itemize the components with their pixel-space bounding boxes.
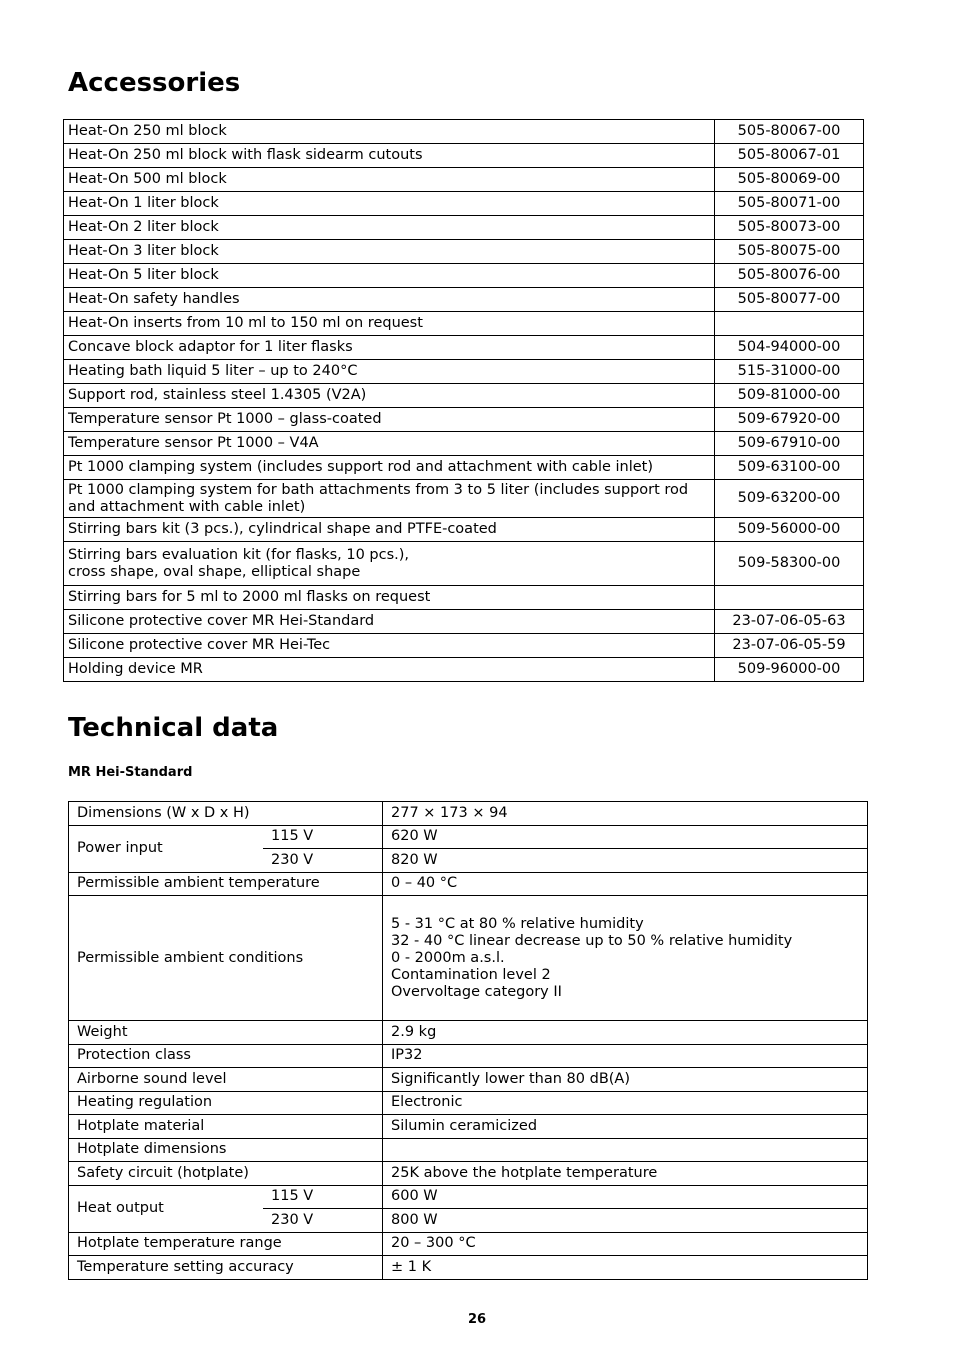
accessory-name: Heat-On safety handles (64, 288, 715, 312)
spec-label: Permissible ambient temperature (69, 872, 383, 896)
spec-voltage: 115 V (263, 825, 383, 849)
accessory-name: Heat-On 5 liter block (64, 264, 715, 288)
accessory-code: 515-31000-00 (715, 360, 864, 384)
table-row (69, 1185, 868, 1209)
table-row (64, 216, 864, 240)
accessory-code: 509-67920-00 (715, 408, 864, 432)
spec-label: Heating regulation (69, 1091, 383, 1115)
accessory-code (715, 586, 864, 610)
table-row (64, 518, 864, 542)
accessory-name: Concave block adaptor for 1 liter flasks (64, 336, 715, 360)
table-row (64, 192, 864, 216)
spec-label: Safety circuit (hotplate) (69, 1162, 383, 1186)
spec-label: Power input (69, 825, 264, 872)
accessories-table (63, 119, 864, 682)
spec-label: Airborne sound level (69, 1068, 383, 1092)
condition-line: 5 - 31 °C at 80 % relative humidity (391, 915, 644, 932)
table-row (64, 658, 864, 682)
spec-label: Heat output (69, 1185, 264, 1232)
condition-line: Overvoltage category II (391, 983, 562, 1000)
table-row (64, 384, 864, 408)
table-row (64, 360, 864, 384)
accessory-name: Heat-On 250 ml block with flask sidearm cutouts (64, 144, 715, 168)
table-row (69, 1044, 868, 1068)
table-row (69, 825, 868, 849)
accessory-code: 23-07-06-05-63 (715, 610, 864, 634)
model-name: MR Hei-Standard (68, 765, 193, 780)
spec-label: Hotplate material (69, 1115, 383, 1139)
table-row (64, 312, 864, 336)
accessories-heading: Accessories (68, 68, 241, 98)
spec-value (383, 896, 868, 1021)
spec-value: Significantly lower than 80 dB(A) (383, 1068, 868, 1092)
table-row (64, 120, 864, 144)
accessory-name: Support rod, stainless steel 1.4305 (V2A) (64, 384, 715, 408)
table-row (64, 586, 864, 610)
spec-voltage: 115 V (263, 1185, 383, 1209)
table-row (64, 288, 864, 312)
table-row (69, 1162, 868, 1186)
table-row (69, 802, 868, 826)
spec-value: 20 – 300 °C (383, 1232, 868, 1256)
accessory-name: Heat-On 3 liter block (64, 240, 715, 264)
table-row (64, 336, 864, 360)
spec-label: Permissible ambient conditions (69, 896, 383, 1021)
accessory-code: 509-67910-00 (715, 432, 864, 456)
table-row (64, 168, 864, 192)
table-row (69, 1021, 868, 1045)
accessory-code (715, 312, 864, 336)
accessory-name: Stirring bars kit (3 pcs.), cylindrical shape and PTFE-coated (64, 518, 715, 542)
spec-value: Electronic (383, 1091, 868, 1115)
spec-label: Dimensions (W x D x H) (69, 802, 383, 826)
spec-value: 820 W (383, 849, 868, 873)
table-row (69, 896, 868, 1021)
accessory-name: Stirring bars for 5 ml to 2000 ml flasks on request (64, 586, 715, 610)
accessory-code: 504-94000-00 (715, 336, 864, 360)
table-row (69, 1068, 868, 1092)
technical-data-heading: Technical data (68, 713, 279, 743)
table-row (64, 432, 864, 456)
table-row (64, 240, 864, 264)
accessory-name: Heat-On 1 liter block (64, 192, 715, 216)
spec-value: 0 – 40 °C (383, 872, 868, 896)
accessory-code: 505-80077-00 (715, 288, 864, 312)
table-row (64, 408, 864, 432)
spec-value: 600 W (383, 1185, 868, 1209)
accessory-code: 505-80069-00 (715, 168, 864, 192)
accessory-name: Pt 1000 clamping system for bath attachments from 3 to 5 liter (includes support rod and attachment with cable inlet) (64, 480, 715, 518)
accessory-code: 509-63100-00 (715, 456, 864, 480)
spec-value (383, 1138, 868, 1162)
accessory-name: Pt 1000 clamping system (includes support rod and attachment with cable inlet) (64, 456, 715, 480)
accessory-name: Stirring bars evaluation kit (for flasks, 10 pcs.), cross shape, oval shape, elliptical shape (64, 542, 715, 586)
table-row (69, 872, 868, 896)
accessory-code: 23-07-06-05-59 (715, 634, 864, 658)
accessory-name: Silicone protective cover MR Hei-Tec (64, 634, 715, 658)
spec-voltage: 230 V (263, 849, 383, 873)
spec-label: Weight (69, 1021, 383, 1045)
table-row (64, 610, 864, 634)
accessory-code: 509-96000-00 (715, 658, 864, 682)
spec-label: Hotplate temperature range (69, 1232, 383, 1256)
table-row (64, 264, 864, 288)
spec-value: 277 × 173 × 94 (383, 802, 868, 826)
accessory-code: 505-80075-00 (715, 240, 864, 264)
spec-value: ± 1 K (383, 1256, 868, 1280)
spec-voltage: 230 V (263, 1209, 383, 1233)
condition-line: 0 - 2000m a.s.l. (391, 949, 505, 966)
spec-value: Silumin ceramicized (383, 1115, 868, 1139)
condition-line: 32 - 40 °C linear decrease up to 50 % relative humidity (391, 932, 793, 949)
technical-data-table (68, 801, 868, 1280)
accessory-name: Heat-On 500 ml block (64, 168, 715, 192)
accessory-name: Heat-On inserts from 10 ml to 150 ml on request (64, 312, 715, 336)
table-row (64, 144, 864, 168)
table-row (69, 1232, 868, 1256)
table-row (64, 542, 864, 586)
condition-line: Contamination level 2 (391, 966, 551, 983)
accessory-code: 509-81000-00 (715, 384, 864, 408)
spec-label: Hotplate dimensions (69, 1138, 383, 1162)
page-number: 26 (467, 1312, 487, 1327)
accessory-code: 505-80067-01 (715, 144, 864, 168)
accessory-name: Heating bath liquid 5 liter – up to 240°C (64, 360, 715, 384)
accessory-code: 505-80076-00 (715, 264, 864, 288)
accessory-code: 509-58300-00 (715, 542, 864, 586)
spec-value: IP32 (383, 1044, 868, 1068)
accessory-name: Heat-On 2 liter block (64, 216, 715, 240)
table-row (64, 456, 864, 480)
spec-value: 620 W (383, 825, 868, 849)
accessory-name: Temperature sensor Pt 1000 – V4A (64, 432, 715, 456)
spec-value: 800 W (383, 1209, 868, 1233)
table-row (64, 480, 864, 518)
table-row (64, 634, 864, 658)
accessory-name: Holding device MR (64, 658, 715, 682)
accessory-code: 505-80067-00 (715, 120, 864, 144)
spec-value: 25K above the hotplate temperature (383, 1162, 868, 1186)
accessory-name: Temperature sensor Pt 1000 – glass-coated (64, 408, 715, 432)
table-row (69, 1138, 868, 1162)
spec-value: 2.9 kg (383, 1021, 868, 1045)
accessory-code: 509-63200-00 (715, 480, 864, 518)
table-row (69, 1256, 868, 1280)
accessory-code: 505-80073-00 (715, 216, 864, 240)
table-row (69, 1091, 868, 1115)
spec-label: Protection class (69, 1044, 383, 1068)
accessory-code: 509-56000-00 (715, 518, 864, 542)
accessory-name: Silicone protective cover MR Hei-Standard (64, 610, 715, 634)
accessory-code: 505-80071-00 (715, 192, 864, 216)
spec-label: Temperature setting accuracy (69, 1256, 383, 1280)
accessory-name: Heat-On 250 ml block (64, 120, 715, 144)
table-row (69, 1115, 868, 1139)
